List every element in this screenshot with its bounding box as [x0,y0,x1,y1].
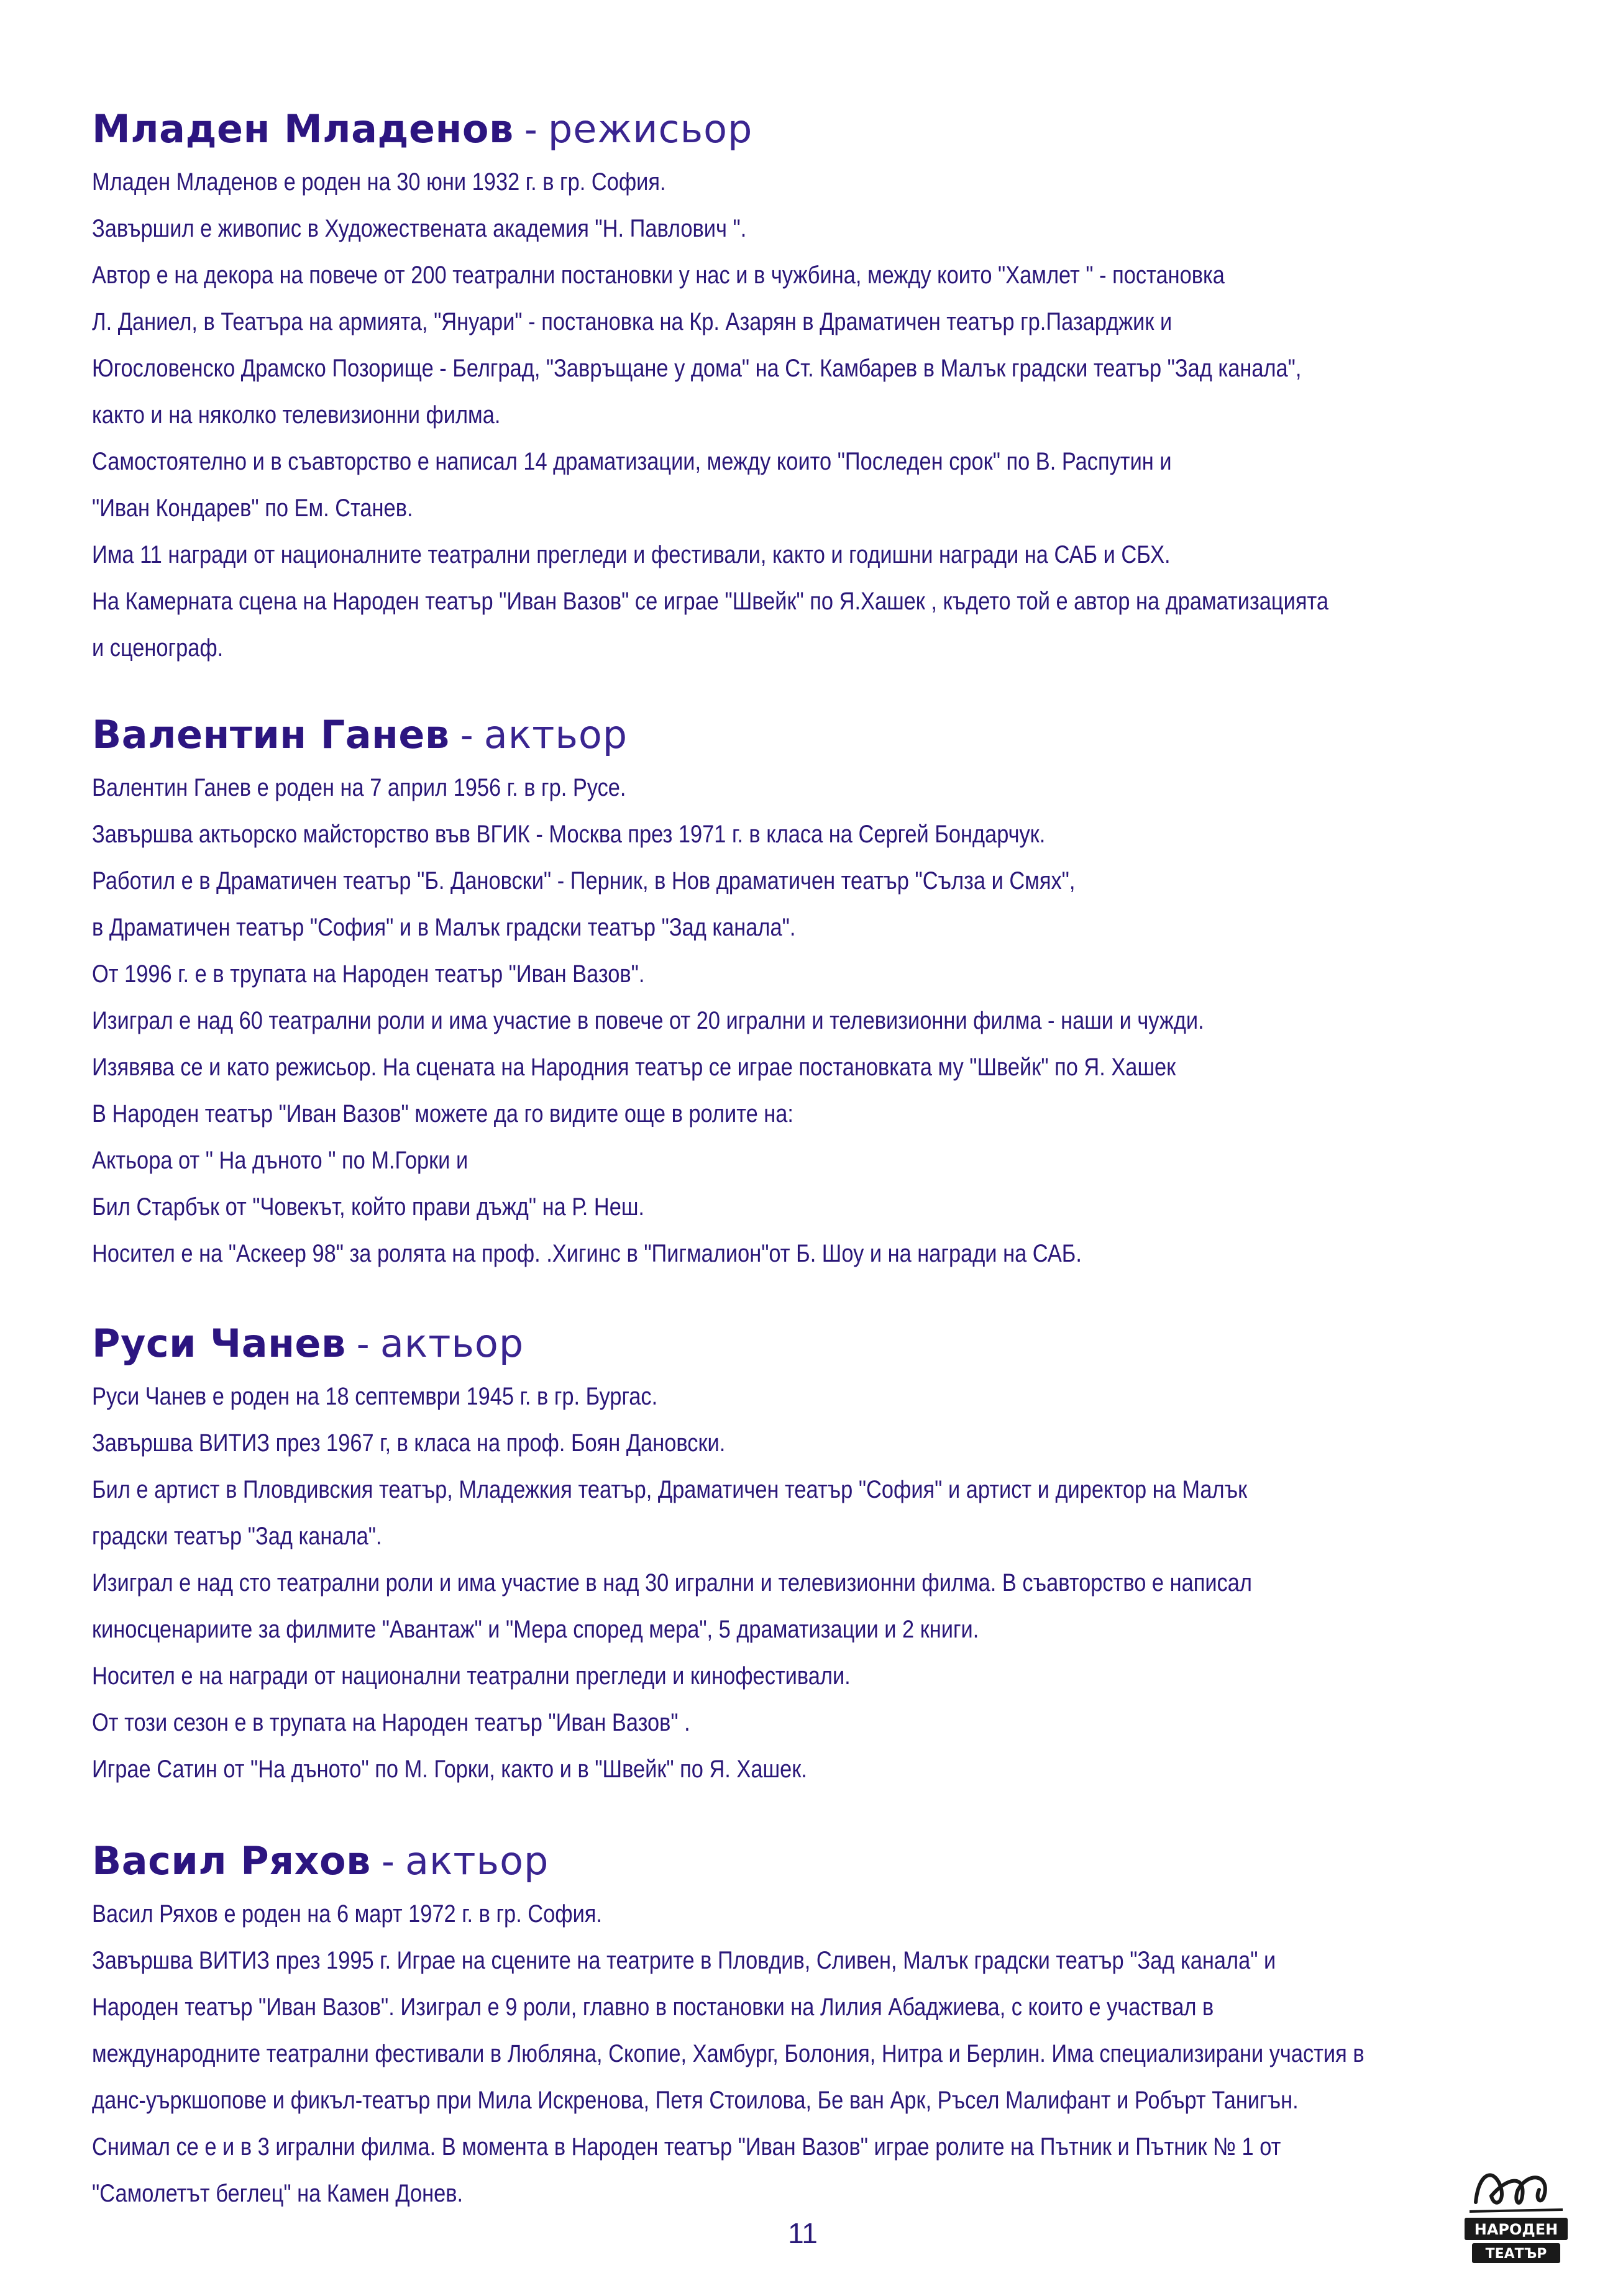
logo-text-top: НАРОДЕН [1474,2221,1558,2238]
bio-line: Носител е на награди от национални театрални прегледи и кинофестивали. [92,1662,851,1690]
bio-line: Югословенско Драмско Позорище - Белград, "Завръщане у дома" на Ст. Камбарев в Малък градски театър "Зад канала", [92,355,1302,382]
person-name: Васил Ряхов [92,1838,371,1884]
bio-line: Изиграл е над 60 театрални роли и има участие в повече от 20 игрални и телевизионни филма - наши и чужди. [92,1007,1204,1034]
bio-line: и сценограф. [92,634,224,662]
person-role: актьор [380,1321,524,1366]
bio-line: На Камерната сцена на Народен театър "Иван Вазов" се играе "Швейк" по Я.Хашек , където той е автор на драматизацията [92,588,1328,615]
logo-text-bottom: ТЕАТЪР [1485,2246,1547,2262]
person-role: режисьор [547,106,753,152]
person-role: актьор [483,712,628,757]
bio-line: Завършва актьорско майсторство във ВГИК - Москва през 1971 г. в класа на Сергей Бондарчук. [92,821,1046,848]
bio-line: Изявява се и като режисьор. На сцената на Народния театър се играе постановката му "Швейк" по Я. Хашек [92,1054,1176,1081]
bio-rusi-chanev [92,1314,1509,1793]
bio-line: Завършва ВИТИЗ през 1995 г. Играе на сцените на театрите в Пловдив, Сливен, Малък градски театър "Зад канала" и [92,1947,1276,1974]
bio-header [92,705,1509,765]
bio-line: в Драматичен театър "София" и в Малък градски театър "Зад канала". [92,914,796,941]
bio-line: Има 11 награди от националните театрални прегледи и фестивали, както и годишни награди на САБ и СБХ. [92,541,1171,568]
bio-line: Бил Старбък от "Човекът, който прави дъжд" на Р. Неш. [92,1193,644,1221]
bio-line: Носител е на "Аскеер 98" за ролята на проф. .Хигинс в "Пигмалион"от Б. Шоу и на награди на САБ. [92,1240,1082,1267]
bio-line: От 1996 г. е в трупата на Народен театър "Иван Вазов". [92,960,645,988]
bio-text [92,1891,1509,2217]
bio-text [92,159,1509,672]
name-role-separator: - [370,1840,405,1883]
bio-line: Самостоятелно и в съавторство е написал 14 драматизации, между които "Последен срок" по В. Распутин и [92,448,1172,475]
bio-line: Играе Сатин от "На дъното" по М. Горки, както и в "Швейк" по Я. Хашек. [92,1756,807,1783]
bio-line: международните театрални фестивали в Любляна, Скопие, Хамбург, Болония, Нитра и Берлин. Има специализирани участия в [92,2040,1365,2067]
person-name: Руси Чанев [92,1321,346,1366]
bio-line: Руси Чанев е роден на 18 септември 1945 г. в гр. Бургас. [92,1383,658,1410]
bio-line: Актьора от " На дъното " по М.Горки и [92,1147,469,1174]
bio-valentin-ganev [92,705,1509,1277]
person-role: актьор [405,1838,549,1884]
bio-mladen-mladenov [92,99,1509,672]
bio-line: Изиграл е над сто театрални роли и има участие в над 30 игрални и телевизионни филма. В съавторство е написал [92,1569,1252,1597]
bio-line: Народен театър "Иван Вазов". Изиграл е 9 роли, главно в постановки на Лилия Абаджиева, с които е участвал в [92,1993,1214,2021]
person-name: Младен Младенов [92,106,514,152]
bio-text [92,1374,1509,1793]
name-role-separator: - [345,1323,380,1365]
bio-line: градски театър "Зад канала". [92,1523,382,1550]
page-number: 11 [788,2217,818,2249]
bio-line: В Народен театър "Иван Вазов" можете да го видите още в ролите на: [92,1100,793,1128]
bio-line: От този сезон е в трупата на Народен театър "Иван Вазов" . [92,1709,690,1736]
bio-line: Л. Даниел, в Театъра на армията, "Януари" - постановка на Кр. Азарян в Драматичен театър гр.Пазарджик и [92,308,1173,335]
bio-line: данс-уъркшопове и фикъл-театър при Мила Искренова, Петя Стоилова, Бе ван Арк, Ръсел Малифант и Робърт Танигън. [92,2087,1299,2114]
bio-header [92,1314,1509,1374]
bio-line: Васил Ряхов е роден на 6 март 1972 г. в гр. София. [92,1900,602,1928]
bio-line: Работил е в Драматичен театър "Б. Дановски" - Перник, в Нов драматичен театър "Сълза и Смях", [92,867,1076,895]
bio-line: Завършил е живопис в Художествената академия "Н. Павлович ". [92,215,747,242]
bio-line: "Иван Кондарев" по Ем. Станев. [92,494,413,522]
bio-line: "Самолетът беглец" на Камен Донев. [92,2180,464,2207]
bio-vasil-ryahov [92,1831,1509,2217]
bio-line: Снимал се е и в 3 игрални филма. В момента в Народен театър "Иван Вазов" играе ролите на Пътник и Пътник № 1 от [92,2133,1281,2161]
national-theatre-logo [1457,2159,1575,2271]
name-role-separator: - [513,108,548,151]
bio-line: Младен Младенов е роден на 30 юни 1932 г. в гр. София. [92,168,666,196]
bio-text [92,765,1509,1277]
bio-line: както и на няколко телевизионни филма. [92,401,501,429]
bio-line: Завършва ВИТИЗ през 1967 г, в класа на проф. Боян Дановски. [92,1429,726,1457]
person-name: Валентин Ганев [92,712,450,757]
theatre-logo-icon [1457,2159,1575,2271]
bio-header [92,99,1509,159]
bio-line: Автор е на декора на повече от 200 театрални постановки у нас и в чужбина, между които "Хамлет " - постановка [92,262,1225,289]
bio-header [92,1831,1509,1891]
bio-line: Бил е артист в Пловдивския театър, Младежкия театър, Драматичен театър "София" и артист и директор на Малък [92,1476,1248,1503]
bio-line: киносценариите за филмите "Авантаж" и "Мера според мера", 5 драматизации и 2 книги. [92,1616,979,1643]
bio-line: Валентин Ганев е роден на 7 април 1956 г. в гр. Русе. [92,774,626,801]
name-role-separator: - [449,714,484,757]
